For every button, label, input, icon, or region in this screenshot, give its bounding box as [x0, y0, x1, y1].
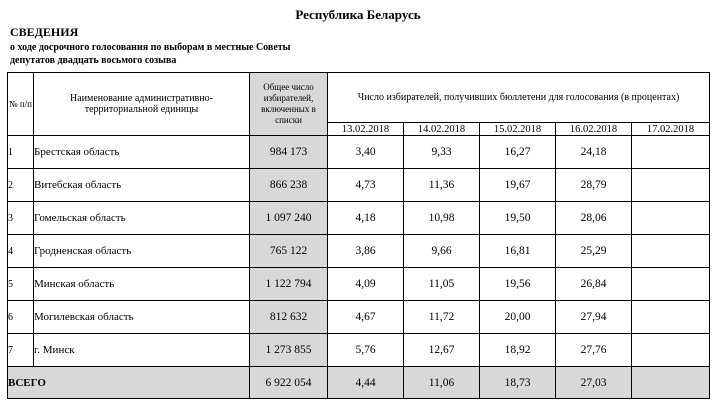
percent-cell	[632, 268, 710, 301]
total-row	[8, 367, 710, 399]
header-total-voters: Общее число избирателей, включенных в списки	[250, 73, 328, 136]
document-heading: СВЕДЕНИЯ	[10, 25, 79, 39]
table-row	[8, 268, 710, 301]
percent-cell: 27,94	[556, 301, 632, 334]
country-title: Республика Беларусь	[295, 7, 421, 22]
header-date: 14.02.2018	[404, 123, 480, 136]
total-percent-cell: 11,06	[404, 367, 480, 399]
percent-cell: 25,29	[556, 235, 632, 268]
voting-table	[7, 72, 710, 399]
percent-cell: 19,50	[480, 202, 556, 235]
table-row	[8, 235, 710, 268]
percent-cell: 27,76	[556, 334, 632, 367]
percent-cell: 12,67	[404, 334, 480, 367]
percent-cell: 24,18	[556, 136, 632, 169]
row-number: 6	[8, 301, 34, 334]
table-row	[8, 169, 710, 202]
unit-name: Витебская область	[34, 169, 250, 202]
header-date: 13.02.2018	[328, 123, 404, 136]
percent-cell: 11,05	[404, 268, 480, 301]
unit-name: Минская область	[34, 268, 250, 301]
table-row	[8, 136, 710, 169]
percent-cell	[632, 136, 710, 169]
row-number: 5	[8, 268, 34, 301]
percent-cell: 4,73	[328, 169, 404, 202]
voters-count: 1 097 240	[250, 202, 328, 235]
unit-name: Гродненская область	[34, 235, 250, 268]
table-row	[8, 334, 710, 367]
percent-cell	[632, 334, 710, 367]
percent-cell: 9,66	[404, 235, 480, 268]
document-subtitle	[10, 41, 291, 67]
header-percent-group: Число избирателей, получивших бюллетени для голосования (в процентах)	[328, 73, 710, 123]
voters-count: 1 122 794	[250, 268, 328, 301]
unit-name: Брестская область	[34, 136, 250, 169]
total-percent-cell: 27,03	[556, 367, 632, 399]
table-row	[8, 202, 710, 235]
percent-cell: 20,00	[480, 301, 556, 334]
row-number: 2	[8, 169, 34, 202]
percent-cell: 10,98	[404, 202, 480, 235]
total-label: ВСЕГО	[8, 367, 250, 399]
voters-count: 812 632	[250, 301, 328, 334]
header-date: 16.02.2018	[556, 123, 632, 136]
voters-count: 1 273 855	[250, 334, 328, 367]
percent-cell	[632, 235, 710, 268]
percent-cell: 5,76	[328, 334, 404, 367]
total-percent-cell: 18,73	[480, 367, 556, 399]
header-date: 17.02.2018	[632, 123, 710, 136]
row-number: 7	[8, 334, 34, 367]
percent-cell: 11,72	[404, 301, 480, 334]
percent-cell: 4,67	[328, 301, 404, 334]
header-date: 15.02.2018	[480, 123, 556, 136]
total-voters: 6 922 054	[250, 367, 328, 399]
percent-cell: 11,36	[404, 169, 480, 202]
voters-count: 984 173	[250, 136, 328, 169]
percent-cell: 4,18	[328, 202, 404, 235]
voters-count: 866 238	[250, 169, 328, 202]
table-row	[8, 301, 710, 334]
percent-cell: 28,06	[556, 202, 632, 235]
unit-name: Гомельская область	[34, 202, 250, 235]
percent-cell: 28,79	[556, 169, 632, 202]
row-number: 1	[8, 136, 34, 169]
percent-cell: 16,81	[480, 235, 556, 268]
header-number: № п/п	[8, 73, 34, 136]
percent-cell: 4,09	[328, 268, 404, 301]
percent-cell: 3,86	[328, 235, 404, 268]
percent-cell: 9,33	[404, 136, 480, 169]
percent-cell: 19,56	[480, 268, 556, 301]
percent-cell: 18,92	[480, 334, 556, 367]
percent-cell: 16,27	[480, 136, 556, 169]
subtitle-line-2: депутатов двадцать восьмого созыва	[10, 55, 177, 66]
subtitle-line-1: о ходе досрочного голосования по выборам в местные Советы	[10, 42, 291, 53]
row-number: 4	[8, 235, 34, 268]
percent-cell	[632, 202, 710, 235]
percent-cell: 26,84	[556, 268, 632, 301]
percent-cell	[632, 301, 710, 334]
total-percent-cell: 4,44	[328, 367, 404, 399]
unit-name: г. Минск	[34, 334, 250, 367]
voters-count: 765 122	[250, 235, 328, 268]
unit-name: Могилевская область	[34, 301, 250, 334]
percent-cell	[632, 169, 710, 202]
header-unit-name: Наименование административно-территориальной единицы	[34, 73, 250, 136]
row-number: 3	[8, 202, 34, 235]
total-percent-cell	[632, 367, 710, 399]
percent-cell: 19,67	[480, 169, 556, 202]
percent-cell: 3,40	[328, 136, 404, 169]
